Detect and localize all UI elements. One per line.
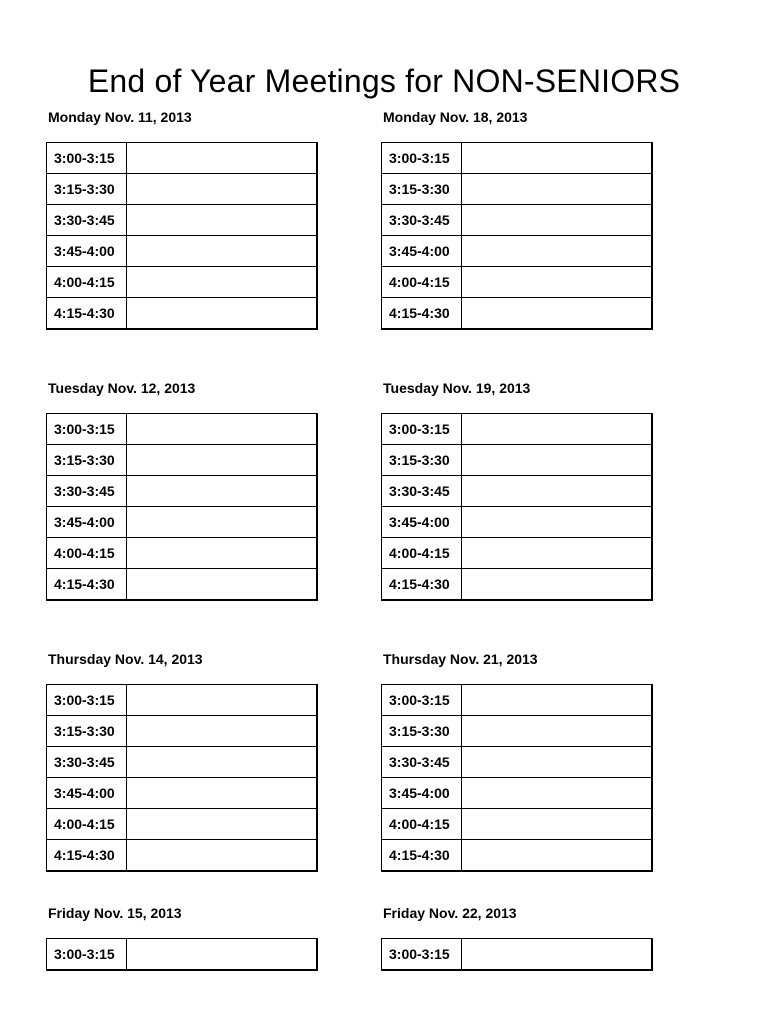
slot-time: 4:00-4:15: [47, 538, 127, 569]
slot-row: [382, 778, 652, 809]
slot-signup-cell[interactable]: [462, 267, 652, 298]
slot-time: 3:15-3:30: [47, 445, 127, 476]
slot-signup-cell[interactable]: [127, 685, 317, 716]
slot-time: 4:15-4:30: [47, 569, 127, 600]
page-title: End of Year Meetings for NON-SENIORS: [87, 63, 681, 100]
slot-row: [47, 685, 317, 716]
slot-row: [382, 747, 652, 778]
slot-row: [382, 939, 652, 970]
slot-signup-cell[interactable]: [462, 205, 652, 236]
slot-row: [382, 569, 652, 600]
slot-time: 3:30-3:45: [382, 205, 462, 236]
slot-row: [47, 174, 317, 205]
slot-signup-cell[interactable]: [127, 414, 317, 445]
slot-signup-cell[interactable]: [462, 809, 652, 840]
slot-table: [46, 684, 318, 872]
slot-time: 4:00-4:15: [47, 809, 127, 840]
slot-row: [382, 809, 652, 840]
slot-signup-cell[interactable]: [462, 298, 652, 329]
slot-time: 3:00-3:15: [382, 939, 462, 970]
slot-time: 4:00-4:15: [47, 267, 127, 298]
slot-signup-cell[interactable]: [127, 236, 317, 267]
slot-table: [381, 938, 653, 971]
slot-signup-cell[interactable]: [127, 538, 317, 569]
slot-row: [47, 778, 317, 809]
slot-time: 3:30-3:45: [382, 747, 462, 778]
slot-row: [47, 507, 317, 538]
slot-row: [382, 236, 652, 267]
slot-row: [47, 445, 317, 476]
slot-signup-cell[interactable]: [462, 507, 652, 538]
slot-row: [382, 143, 652, 174]
slot-signup-cell[interactable]: [462, 143, 652, 174]
slot-row: [47, 298, 317, 329]
slot-signup-cell[interactable]: [127, 716, 317, 747]
slot-time: 4:15-4:30: [382, 298, 462, 329]
slot-time: 4:00-4:15: [382, 538, 462, 569]
slot-signup-cell[interactable]: [462, 778, 652, 809]
slot-time: 3:30-3:45: [47, 747, 127, 778]
slot-time: 4:15-4:30: [382, 840, 462, 871]
slot-signup-cell[interactable]: [127, 809, 317, 840]
day-label: Monday Nov. 11, 2013: [48, 109, 192, 125]
slot-row: [382, 298, 652, 329]
slot-row: [382, 445, 652, 476]
slot-time: 3:30-3:45: [47, 205, 127, 236]
slot-signup-cell[interactable]: [127, 205, 317, 236]
slot-time: 3:45-4:00: [47, 778, 127, 809]
slot-row: [382, 685, 652, 716]
slot-signup-cell[interactable]: [127, 778, 317, 809]
slot-signup-cell[interactable]: [462, 747, 652, 778]
slot-row: [47, 205, 317, 236]
slot-time: 3:15-3:30: [47, 716, 127, 747]
slot-signup-cell[interactable]: [127, 174, 317, 205]
slot-signup-cell[interactable]: [127, 445, 317, 476]
slot-time: 3:00-3:15: [382, 143, 462, 174]
slot-table: [381, 413, 653, 601]
slot-row: [382, 205, 652, 236]
slot-time: 4:15-4:30: [47, 840, 127, 871]
slot-time: 3:45-4:00: [47, 236, 127, 267]
slot-time: 3:00-3:15: [47, 414, 127, 445]
slot-signup-cell[interactable]: [462, 476, 652, 507]
slot-row: [47, 414, 317, 445]
slot-row: [382, 414, 652, 445]
slot-row: [47, 747, 317, 778]
slot-time: 3:00-3:15: [47, 685, 127, 716]
slot-row: [47, 569, 317, 600]
day-label: Tuesday Nov. 19, 2013: [383, 380, 531, 396]
slot-row: [47, 538, 317, 569]
slot-signup-cell[interactable]: [127, 569, 317, 600]
slot-row: [47, 236, 317, 267]
slot-signup-cell[interactable]: [462, 685, 652, 716]
slot-signup-cell[interactable]: [127, 840, 317, 871]
slot-table: [381, 142, 653, 330]
slot-row: [47, 476, 317, 507]
slot-signup-cell[interactable]: [462, 445, 652, 476]
slot-row: [382, 476, 652, 507]
slot-signup-cell[interactable]: [127, 267, 317, 298]
slot-signup-cell[interactable]: [127, 507, 317, 538]
slot-time: 3:00-3:15: [382, 685, 462, 716]
slot-signup-cell[interactable]: [462, 236, 652, 267]
slot-time: 4:15-4:30: [47, 298, 127, 329]
slot-time: 3:00-3:15: [47, 939, 127, 970]
slot-time: 3:15-3:30: [382, 174, 462, 205]
slot-time: 3:15-3:30: [47, 174, 127, 205]
slot-row: [47, 840, 317, 871]
slot-row: [47, 809, 317, 840]
slot-signup-cell[interactable]: [462, 840, 652, 871]
slot-time: 4:00-4:15: [382, 267, 462, 298]
slot-time: 3:30-3:45: [382, 476, 462, 507]
day-label: Tuesday Nov. 12, 2013: [48, 380, 196, 396]
slot-time: 4:15-4:30: [382, 569, 462, 600]
day-label: Friday Nov. 15, 2013: [48, 905, 182, 921]
slot-time: 3:00-3:15: [47, 143, 127, 174]
slot-row: [382, 507, 652, 538]
slot-time: 3:30-3:45: [47, 476, 127, 507]
slot-signup-cell[interactable]: [462, 939, 652, 970]
slot-time: 3:15-3:30: [382, 716, 462, 747]
day-label: Friday Nov. 22, 2013: [383, 905, 517, 921]
day-label: Thursday Nov. 21, 2013: [383, 651, 538, 667]
slot-signup-cell[interactable]: [127, 143, 317, 174]
slot-table: [46, 142, 318, 330]
slot-time: 3:45-4:00: [382, 236, 462, 267]
slot-table: [46, 413, 318, 601]
slot-row: [382, 267, 652, 298]
slot-table: [381, 684, 653, 872]
slot-signup-cell[interactable]: [127, 298, 317, 329]
slot-table: [46, 938, 318, 971]
slot-signup-cell[interactable]: [127, 747, 317, 778]
slot-row: [47, 716, 317, 747]
slot-row: [47, 939, 317, 970]
slot-signup-cell[interactable]: [462, 174, 652, 205]
slot-signup-cell[interactable]: [127, 939, 317, 970]
slot-time: 3:45-4:00: [47, 507, 127, 538]
slot-signup-cell[interactable]: [127, 476, 317, 507]
slot-signup-cell[interactable]: [462, 414, 652, 445]
slot-row: [382, 538, 652, 569]
slot-time: 3:00-3:15: [382, 414, 462, 445]
slot-row: [47, 143, 317, 174]
slot-time: 3:15-3:30: [382, 445, 462, 476]
slot-row: [382, 174, 652, 205]
slot-time: 3:45-4:00: [382, 507, 462, 538]
slot-signup-cell[interactable]: [462, 569, 652, 600]
day-label: Thursday Nov. 14, 2013: [48, 651, 203, 667]
slot-signup-cell[interactable]: [462, 716, 652, 747]
slot-row: [382, 840, 652, 871]
slot-row: [47, 267, 317, 298]
slot-row: [382, 716, 652, 747]
day-label: Monday Nov. 18, 2013: [383, 109, 528, 125]
slot-time: 4:00-4:15: [382, 809, 462, 840]
slot-time: 3:45-4:00: [382, 778, 462, 809]
slot-signup-cell[interactable]: [462, 538, 652, 569]
